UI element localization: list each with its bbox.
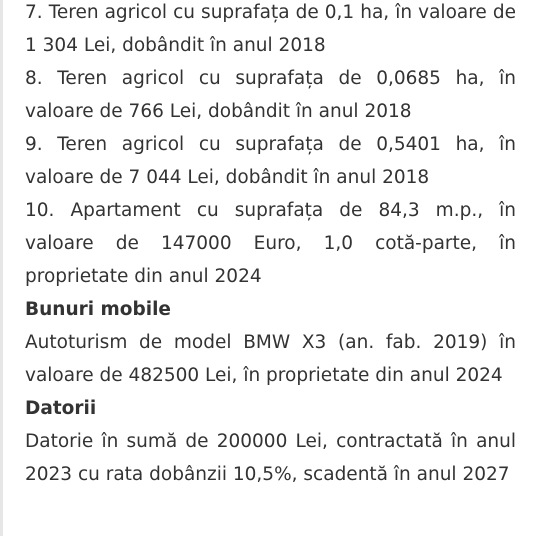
asset-item-9: 9. Teren agricol cu suprafața de 0,5401 ha, în valoare de 7 044 Lei, dobândit în anul 2018 <box>25 134 516 188</box>
left-border <box>0 0 3 536</box>
movable-assets-heading: Bunuri mobile <box>25 299 171 320</box>
asset-item-10: 10. Apartament cu suprafața de 84,3 m.p., în valoare de 147000 Euro, 1,0 cotă-parte, în proprietate din anul 2024 <box>25 200 516 287</box>
debts-heading: Datorii <box>25 398 97 419</box>
asset-item-7: 7. Teren agricol cu suprafața de 0,1 ha, în valoare de 1 304 Lei, dobândit în anul 2018 <box>25 2 516 56</box>
movable-asset-text: Autoturism de model BMW X3 (an. fab. 2019) în valoare de 482500 Lei, în proprietate din anul 2024 <box>25 332 516 386</box>
asset-item-8: 8. Teren agricol cu suprafața de 0,0685 ha, în valoare de 766 Lei, dobândit în anul 2018 <box>25 68 516 122</box>
debt-text: Datorie în sumă de 200000 Lei, contractată în anul 2023 cu rata dobânzii 10,5%, scadentă în anul 2027 <box>25 431 516 485</box>
declaration-content <box>25 0 516 491</box>
